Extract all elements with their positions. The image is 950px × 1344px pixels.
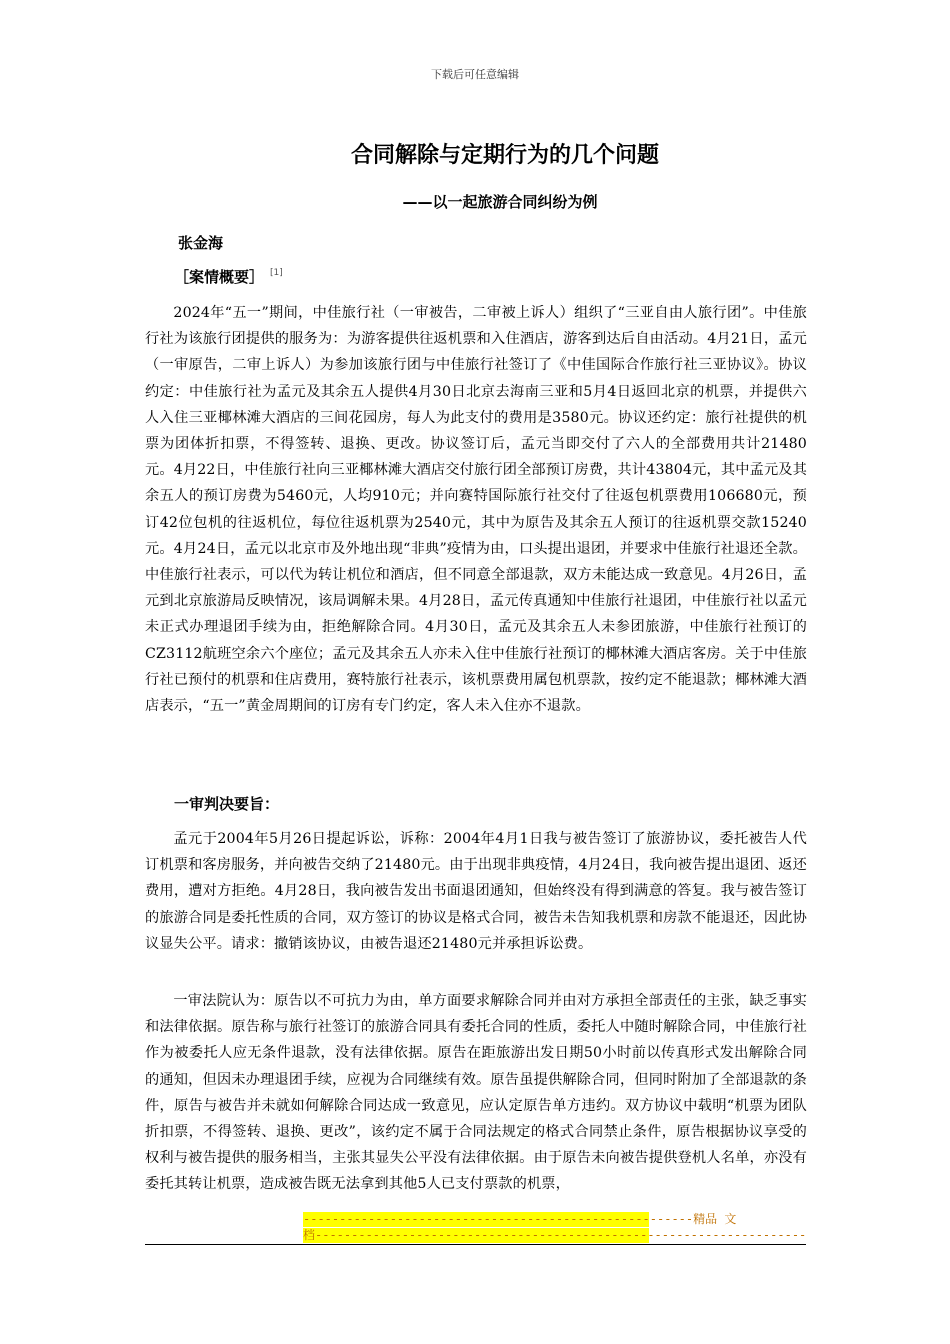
plaintiff-claim-paragraph: 孟元于2004年5月26日提起诉讼，诉称：2004年4月1日我与被告签订了旅游协议，委托被告人代订机票和客房服务，并向被告交纳了21480元。由于出现非典疫情，4月24日，我向被告提出退团、返还费用，遭对方拒绝。4月28日，我向被告发出书面退团通知，但始终没有得到满意的答复。我与被告签订的旅游合同是委托性质的合同，双方签订的协议是格式合同，被告未告知我机票和房款不能退还，因此协议显失公平。请求：撤销该协议，由被告退还21480元并承担诉讼费。 [145, 831, 807, 952]
footer-watermark-line-2: 档-------------------------------------------------------------------- [303, 1228, 807, 1242]
document-title: 合同解除与定期行为的几个问题 [350, 143, 659, 168]
case-summary-heading-text: ［案情概要］ [174, 268, 265, 286]
case-summary-paragraph: 2024年“五一”期间，中佳旅行社（一审被告，二审被上诉人）组织了“三亚自由人旅行团”。中佳旅行社为该旅行团提供的服务为：为游客提供往返机票和入住酒店，游客到达后自由活动。4月21日，孟元（一审原告，二审上诉人）为参加该旅行团与中佳旅行社签订了《中佳国际合作旅行社三亚协议》。协议约定：中佳旅行社为孟元及其余五人提供4月30日北京去海南三亚和5月4日返回北京的机票，并提供六人入住三亚椰林滩大酒店的三间花园房，每人为此支付的费用是3580元。协议还约定：旅行社提供的机票为团体折扣票，不得签转、退换、更改。协议签订后，孟元当即交付了六人的全部费用共计21480元。4月22日，中佳旅行社向三亚椰林滩大酒店交付旅行团全部预订房费，共计43804元，其中孟元及其余五人的预订房费为5460元，人均910元；并向赛特国际旅行社交付了往返包机票费用106680元，预订42位包机的往返机位，每位往返机票为2540元，其中为原告及其余五人预订的往返机票交款15240元。4月24日，孟元以北京市及外地出现“非典”疫情为由，口头提出退团，并要求中佳旅行社退还全款。中佳旅行社表示，可以代为转让机位和酒店，但不同意全部退款，双方未能达成一致意见。4月26日，孟元到北京旅游局反映情况，该局调解未果。4月28日，孟元传真通知中佳旅行社退团，中佳旅行社以孟元未正式办理退团手续为由，拒绝解除合同。4月30日，孟元及其余五人未参团旅游，中佳旅行社预订的CZ3112航班空余六个座位；孟元及其余五人亦未入住中佳旅行社预订的椰林滩大酒店客房。关于中佳旅行社已预付的机票和住店费用，赛特旅行社表示，该机票费用属包机票款，按约定不能退款；椰林滩大酒店表示，“五一”黄金周期间的订房有专门约定，客人未入住亦不退款。 [145, 305, 807, 715]
footer-divider [145, 1244, 806, 1245]
header-note: 下载后可任意编辑 [431, 68, 519, 81]
case-summary-heading [174, 266, 283, 287]
first-instance-heading: 一审判决要旨： [174, 795, 280, 813]
footer-watermark-line-1: ------------------------------------------------------精品 文 [303, 1212, 737, 1226]
footnote-reference[interactable]: [1] [270, 268, 283, 278]
author-name: 张金海 [178, 234, 224, 252]
document-subtitle: ——以一起旅游合同纠纷为例 [402, 193, 598, 211]
court-opinion-paragraph: 一审法院认为：原告以不可抗力为由，单方面要求解除合同并由对方承担全部责任的主张，缺乏事实和法律依据。原告称与旅行社签订的旅游合同具有委托合同的性质，委托人中随时解除合同，中佳旅行社作为被委托人应无条件退款，没有法律依据。原告在距旅游出发日期50小时前以传真形式发出解除合同的通知，但因未办理退团手续，应视为合同继续有效。原告虽提供解除合同，但同时附加了全部退款的条件，原告与被告并未就如何解除合同达成一致意见，应认定原告单方违约。双方协议中载明“机票为团队折扣票，不得签转、退换、更改”，该约定不属于合同法规定的格式合同禁止条件，原告根据协议享受的权利与被告提供的服务相当，主张其显失公平没有法律依据。由于原告未向被告提供登机人名单，亦没有委托其转让机票，造成被告既无法拿到其他5人已支付票款的机票， [145, 993, 807, 1193]
